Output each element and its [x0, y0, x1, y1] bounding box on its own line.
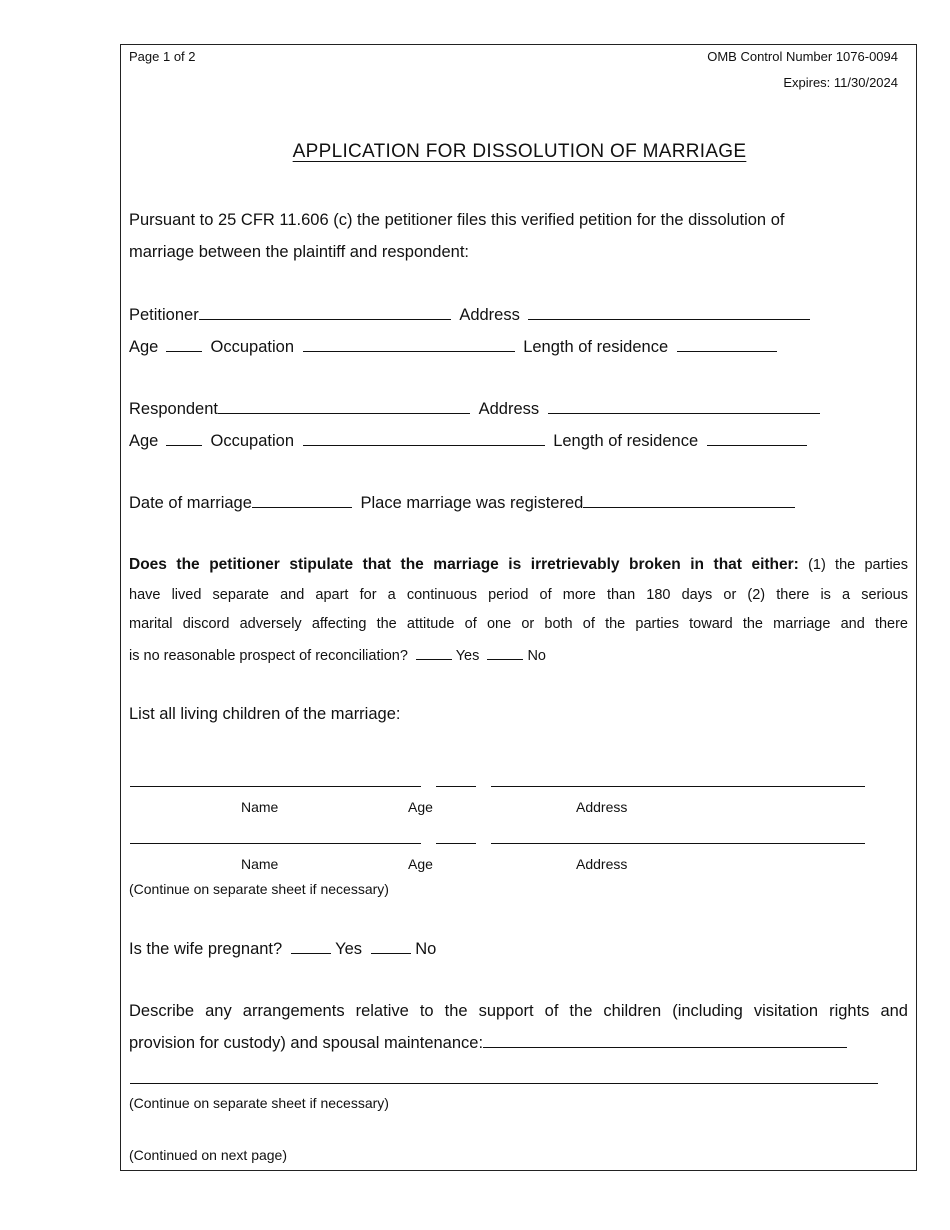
pregnant-no-field[interactable]: [371, 939, 411, 954]
stipulation-line-3: marital discord adversely affecting the attitude of one or both of the parties toward the marriage and there: [129, 616, 908, 632]
stipulation-yes-label: Yes: [455, 648, 480, 664]
page-number: Page 1 of 2: [129, 49, 196, 64]
child-1-address-label: Address: [576, 799, 628, 815]
petitioner-label: Petitioner: [129, 306, 199, 324]
child-1-name-field[interactable]: [130, 786, 421, 787]
respondent-row: [129, 399, 820, 419]
respondent-address-field[interactable]: [548, 399, 820, 414]
respondent-residence-field[interactable]: [707, 431, 807, 446]
stipulation-line-1: [129, 556, 908, 574]
arrangements-line-2: provision for custody) and spousal maintenance:: [129, 1034, 484, 1052]
stipulation-no-label: No: [527, 648, 546, 664]
arrangements-field-2[interactable]: [130, 1083, 878, 1084]
stipulation-line-4-text: is no reasonable prospect of reconciliation?: [129, 648, 408, 664]
petitioner-address-label: Address: [459, 306, 520, 324]
omb-control-number: OMB Control Number 1076-0094: [707, 49, 898, 64]
respondent-occupation-label: Occupation: [210, 432, 295, 450]
respondent-age-field[interactable]: [166, 431, 202, 446]
pregnant-question: Is the wife pregnant?: [129, 940, 283, 958]
arrangements-continue-note: (Continue on separate sheet if necessary): [129, 1095, 389, 1111]
child-1-age-field[interactable]: [436, 786, 476, 787]
stipulation-line-2: have lived separate and apart for a continuous period of more than 180 days or (2) there is a serious: [129, 587, 908, 603]
pregnant-yes-field[interactable]: [291, 939, 331, 954]
pregnant-row: [129, 939, 436, 959]
marriage-date-field[interactable]: [252, 493, 352, 508]
respondent-age-label: Age: [129, 432, 159, 450]
arrangements-field-1[interactable]: [483, 1033, 847, 1048]
pregnant-no-label: No: [415, 940, 437, 958]
expiration-date: Expires: 11/30/2024: [783, 75, 898, 90]
respondent-details-row: [129, 431, 807, 451]
arrangements-line-1: Describe any arrangements relative to the support of the children (including visitation rights and: [129, 1002, 908, 1020]
respondent-label: Respondent: [129, 400, 218, 418]
child-2-name-field[interactable]: [130, 843, 421, 844]
petitioner-occupation-field[interactable]: [303, 337, 515, 352]
respondent-residence-label: Length of residence: [553, 432, 699, 450]
marriage-row: [129, 493, 795, 513]
stipulation-no-field[interactable]: [487, 645, 523, 660]
child-2-name-label: Name: [241, 856, 279, 872]
arrangements-line-2-row: [129, 1033, 847, 1053]
petitioner-residence-label: Length of residence: [523, 338, 669, 356]
petitioner-age-label: Age: [129, 338, 159, 356]
form-title: APPLICATION FOR DISSOLUTION OF MARRIAGE: [292, 141, 747, 162]
children-continue-note: (Continue on separate sheet if necessary): [129, 881, 389, 897]
petitioner-name-field[interactable]: [199, 305, 451, 320]
intro-line-1: Pursuant to 25 CFR 11.606 (c) the petitioner files this verified petition for the dissolution of: [129, 211, 785, 229]
respondent-name-field[interactable]: [218, 399, 470, 414]
stipulation-question: Does the petitioner stipulate that the marriage is irretrievably broken in that either:: [129, 556, 799, 573]
child-2-address-label: Address: [576, 856, 628, 872]
petitioner-age-field[interactable]: [166, 337, 202, 352]
pregnant-yes-label: Yes: [335, 940, 362, 958]
child-1-name-label: Name: [241, 799, 279, 815]
respondent-occupation-field[interactable]: [303, 431, 545, 446]
form-page: [120, 44, 917, 1171]
children-prompt: List all living children of the marriage:: [129, 705, 401, 723]
child-2-age-field[interactable]: [436, 843, 476, 844]
marriage-date-label: Date of marriage: [129, 494, 252, 512]
petitioner-residence-field[interactable]: [677, 337, 777, 352]
respondent-address-label: Address: [478, 400, 540, 418]
stipulation-line-1-rest: (1) the parties: [798, 557, 908, 573]
petitioner-occupation-label: Occupation: [210, 338, 295, 356]
continued-next-page: (Continued on next page): [129, 1147, 287, 1163]
marriage-place-field[interactable]: [583, 493, 795, 508]
marriage-place-label: Place marriage was registered: [360, 494, 584, 512]
child-1-address-field[interactable]: [491, 786, 865, 787]
child-2-address-field[interactable]: [491, 843, 865, 844]
child-1-age-label: Age: [408, 799, 433, 815]
petitioner-details-row: [129, 337, 777, 357]
stipulation-line-4: [129, 645, 546, 664]
child-2-age-label: Age: [408, 856, 433, 872]
stipulation-yes-field[interactable]: [416, 645, 452, 660]
petitioner-address-field[interactable]: [528, 305, 810, 320]
petitioner-row: [129, 305, 810, 325]
intro-line-2: marriage between the plaintiff and respondent:: [129, 243, 470, 261]
